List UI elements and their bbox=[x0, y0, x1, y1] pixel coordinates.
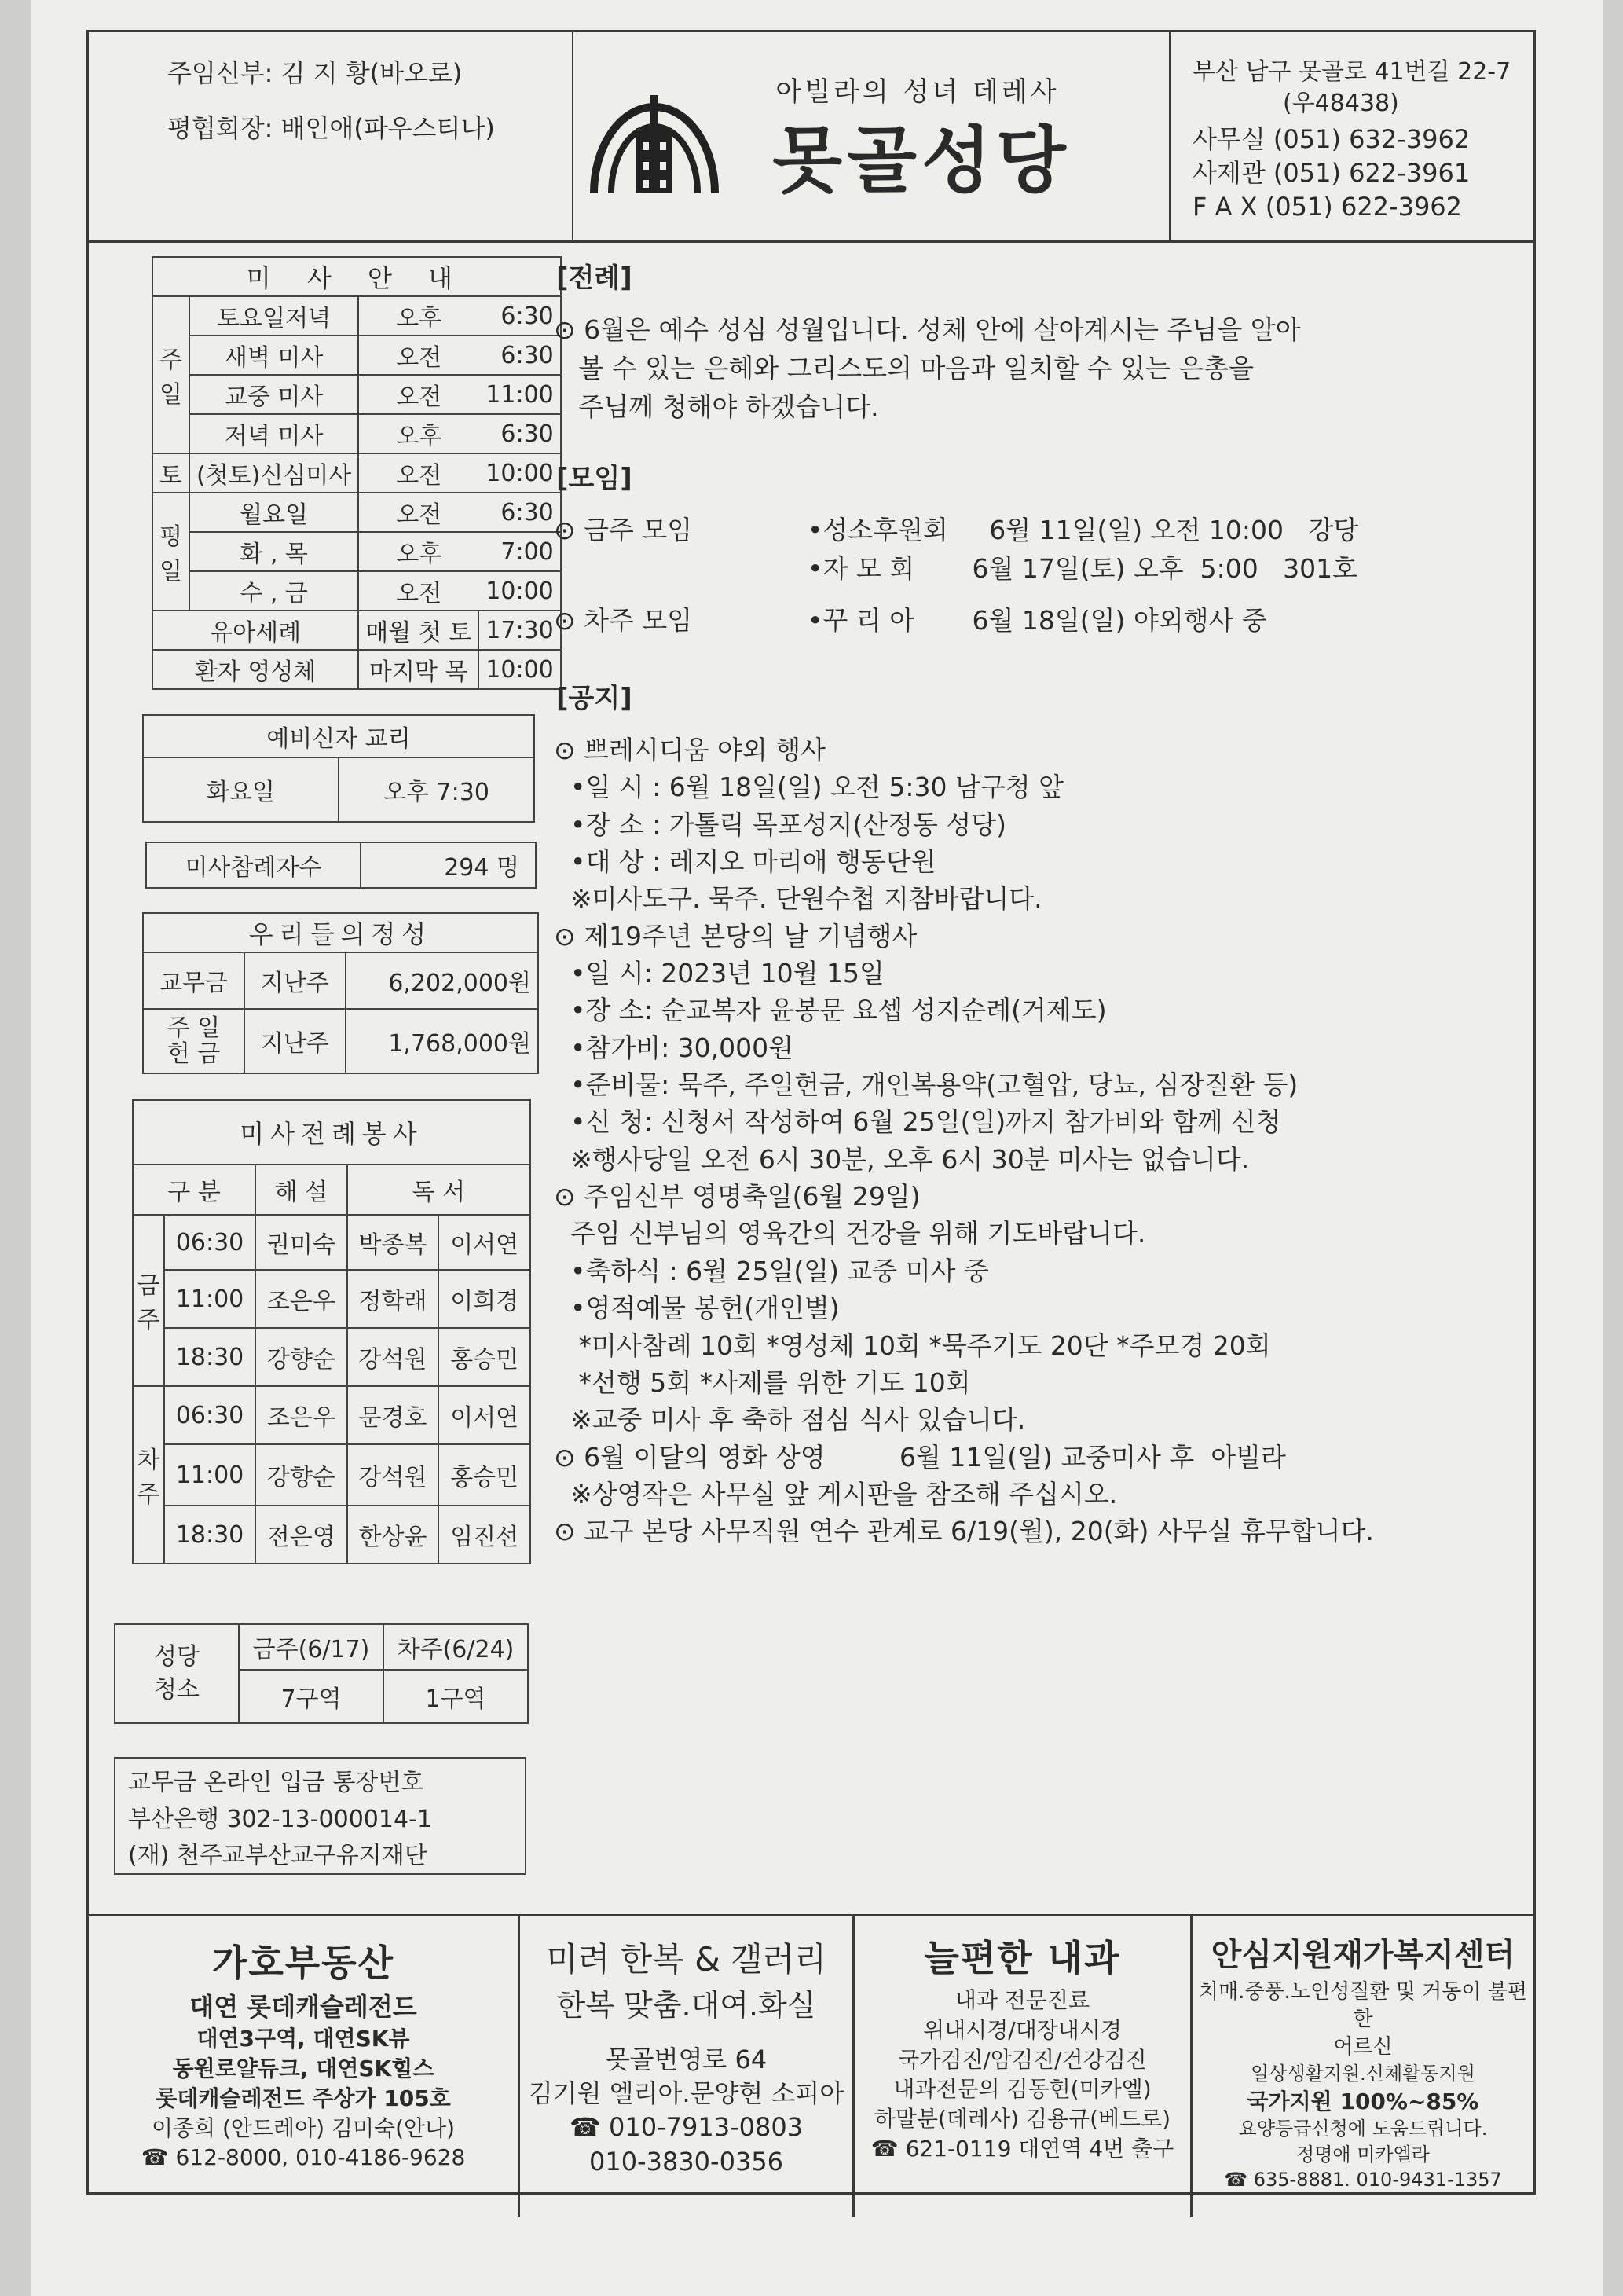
ad-welfare-center bbox=[1190, 1914, 1533, 2217]
mass-time: 11:00 bbox=[478, 375, 560, 414]
account-title: 교무금 온라인 입금 통장번호 bbox=[128, 1769, 424, 1796]
mass-time: 6:30 bbox=[478, 493, 560, 532]
ad-phone: ☎ 635-8881. 010-9431-1357 bbox=[1224, 2169, 1502, 2191]
mass-ampm: 오전 bbox=[358, 375, 478, 414]
ad-phone: 010-3830-0356 bbox=[588, 2146, 784, 2177]
address: 부산 남구 못골로 41번길 22-7 bbox=[1193, 58, 1511, 86]
service-time: 11:00 bbox=[164, 1444, 255, 1506]
ad-line: 한복 맞춤.대여.화실 bbox=[556, 1987, 816, 2023]
mass-ampm: 오후 bbox=[358, 532, 478, 571]
infant-baptism-when: 매월 첫 토 bbox=[358, 611, 478, 650]
ad-line: 못골번영로 64 bbox=[605, 2044, 768, 2074]
cleaning-this-value: 7구역 bbox=[239, 1670, 383, 1723]
service-commentary: 강향순 bbox=[255, 1444, 347, 1506]
attendance-label: 미사참례자수 bbox=[146, 842, 361, 888]
rectory-phone: 사제관 (051) 622-3961 bbox=[1193, 158, 1471, 188]
cleaning-next-value: 1구역 bbox=[383, 1670, 528, 1723]
ad-title: 안심지원재가복지센터 bbox=[1211, 1937, 1515, 1973]
service-header-category: 구 분 bbox=[133, 1165, 255, 1215]
catechumen-table bbox=[142, 714, 535, 823]
ad-line: 위내시경/대장내시경 bbox=[923, 2016, 1122, 2043]
ad-line: 요양등급신청에 도움드립니다. bbox=[1238, 2118, 1488, 2140]
service-reading2: 이서연 bbox=[438, 1386, 530, 1444]
service-time: 06:30 bbox=[164, 1386, 255, 1444]
cleaning-label: 성당 청소 bbox=[115, 1624, 239, 1723]
mass-ampm: 오후 bbox=[358, 414, 478, 453]
next-week-label: 차주 bbox=[133, 1386, 164, 1564]
mass-ampm: 오후 bbox=[358, 296, 478, 336]
service-reading1: 한상윤 bbox=[347, 1506, 439, 1564]
ad-phone: ☎ 010-7913-0803 bbox=[569, 2112, 804, 2143]
mass-ampm: 오전 bbox=[358, 453, 478, 493]
mass-time: 10:00 bbox=[478, 453, 560, 493]
patient-communion-label: 환자 영성체 bbox=[152, 650, 358, 689]
ad-line: 김기원 엘리아.문양현 소피아 bbox=[528, 2078, 844, 2109]
service-commentary: 권미숙 bbox=[255, 1215, 347, 1270]
cleaning-next-head: 차주(6/24) bbox=[383, 1624, 528, 1670]
ad-line: 일상생활지원.신체활동지원 bbox=[1251, 2063, 1475, 2085]
service-header-commentary: 해 설 bbox=[255, 1165, 347, 1215]
meeting-title: [모임] bbox=[556, 463, 632, 494]
ad-real-estate bbox=[89, 1914, 518, 2217]
mass-time: 7:00 bbox=[478, 532, 560, 571]
ad-phone: ☎ 612-8000, 010-4186-9628 bbox=[141, 2144, 466, 2171]
mass-time: 6:30 bbox=[478, 296, 560, 336]
fax-number: F A X (051) 622-3962 bbox=[1193, 192, 1463, 222]
notice-title: [공지] bbox=[556, 683, 632, 714]
this-week-label: 금주 bbox=[133, 1215, 164, 1386]
ad-line: 어르신 bbox=[1333, 2035, 1393, 2059]
ad-line: 동원로얄듀크, 대연SK힐스 bbox=[172, 2055, 434, 2081]
meeting-next-label: ⊙ 차주 모임 bbox=[554, 605, 693, 636]
sunday-label: 주일 bbox=[152, 296, 189, 453]
service-header-reading: 독 서 bbox=[347, 1165, 530, 1215]
ad-line: 국가검진/암검진/건강검진 bbox=[898, 2046, 1147, 2073]
service-commentary: 강향순 bbox=[255, 1328, 347, 1386]
weekday-label: 평일 bbox=[152, 493, 189, 611]
service-time: 18:30 bbox=[164, 1506, 255, 1564]
ad-line: 이종희 (안드레아) 김미숙(안나) bbox=[151, 2114, 456, 2141]
offering-title: 우리들의정성 bbox=[143, 913, 538, 952]
office-phone: 사무실 (051) 632-3962 bbox=[1193, 124, 1471, 154]
mass-time: 10:00 bbox=[478, 571, 560, 611]
liturgy-text: ⊙ 6월은 예수 성심 성월입니다. 성체 안에 살아계시는 주님을 알아 볼 수 있는 은혜와 그리스도의 마음과 일치할 수 있는 은총을 주님께 청해야 하겠습니다. bbox=[554, 314, 1301, 422]
ad-line: 내과 전문진료 bbox=[954, 1987, 1090, 2013]
ad-hanbok bbox=[518, 1914, 852, 2217]
ad-line: 정명애 미카엘라 bbox=[1296, 2143, 1430, 2166]
account-box bbox=[114, 1757, 526, 1875]
notice-text: ⊙ 쁘레시디움 야외 행사 •일 시 : 6월 18일(일) 오전 5:30 남구청 앞 •장 소 : 가톨릭 목포성지(산정동 성당) •대 상 : 레지오 마리애 행동단원 ※미사도구. 묵주. 단원수첩 지참바랍니다. ⊙ 제19주년 본당의 날 기념행사 •일 시: 2023년 10월 15일 •장 소: 순교복자 윤봉문 요셉 성지순례(거제도) •참가비: 30,000원 •준비물: 묵주, 주일헌금, 개인복용약(고혈압, 당뇨, 심장질환 등) •신 청: 신청서 작성하여 6월 25일(일)까지 참가비와 함께 신청 ※행사당일 오전 6시 30분, 오후 6시 30분 미사는 없습니다. ⊙ 주임신부 영명축일(6월 29일) 주임 신부님의 영육간의 건강을 위해 기도바랍니다. •축하식 : 6월 25일(일) 교중 미사 중 •영적예물 봉헌(개인별) *미사참례 10회 *영성체 10회 *묵주기도 20단 *주모경 20회 *선행 5회 *사제를 위한 기도 10회 ※교중 미사 후 축하 점심 식사 있습니다. ⊙ 6월 이달의 영화 상영 6월 11일(일) 교중미사 후 아빌라 ※상영작은 사무실 앞 게시판을 참조해 주십시오. ⊙ 교구 본당 사무직원 연수 관계로 6/19(월), 20(화) 사무실 휴무합니다. bbox=[554, 735, 1374, 1547]
mass-ampm: 오전 bbox=[358, 571, 478, 611]
mass-name: 새벽 미사 bbox=[189, 336, 358, 375]
service-title: 미사전례봉사 bbox=[133, 1100, 530, 1165]
service-commentary: 전은영 bbox=[255, 1506, 347, 1564]
infant-baptism-time: 17:30 bbox=[478, 611, 560, 650]
service-reading2: 이희경 bbox=[438, 1270, 530, 1328]
ad-line: 롯데캐슬레전드 주상가 105호 bbox=[156, 2085, 451, 2111]
meeting-this-items: •성소후원회 6월 11일(일) 오전 10:00 강당 •자 모 회 6월 17일(토) 오후 5:00 301호 bbox=[808, 515, 1359, 584]
offering-period: 지난주 bbox=[244, 952, 346, 1009]
ad-title: 미려 한복 & 갤러리 bbox=[546, 1940, 826, 1979]
patient-communion-time: 10:00 bbox=[478, 650, 560, 689]
saturday-label: 토 bbox=[152, 453, 189, 493]
service-reading1: 정학래 bbox=[347, 1270, 439, 1328]
mass-name: (첫토)신심미사 bbox=[189, 453, 358, 493]
service-commentary: 조은우 bbox=[255, 1270, 347, 1328]
pastor-name: 주임신부: 김 지 황(바오로) bbox=[167, 58, 463, 88]
service-reading2: 홍승민 bbox=[438, 1328, 530, 1386]
service-table bbox=[132, 1099, 531, 1564]
service-reading1: 강석원 bbox=[347, 1444, 439, 1506]
ad-phone: ☎ 621-0119 대연역 4번 출구 bbox=[870, 2135, 1174, 2162]
mass-name: 저녁 미사 bbox=[189, 414, 358, 453]
mass-name: 월요일 bbox=[189, 493, 358, 532]
cleaning-this-head: 금주(6/17) bbox=[239, 1624, 383, 1670]
liturgy-title: [전례] bbox=[556, 262, 632, 294]
ad-title: 늘편한 내과 bbox=[924, 1937, 1121, 1979]
ad-line: 치매.중풍.노인성질환 및 거동이 불편한 bbox=[1198, 1980, 1528, 2032]
logo-title: 못골성당 bbox=[772, 119, 1071, 203]
mass-name: 토요일저녁 bbox=[189, 296, 358, 336]
mass-name: 교중 미사 bbox=[189, 375, 358, 414]
council-president: 평협회장: 배인애(파우스티나) bbox=[167, 113, 495, 143]
service-reading1: 문경호 bbox=[347, 1386, 439, 1444]
catechumen-day: 화요일 bbox=[143, 757, 339, 822]
ad-line: 대연3구역, 대연SK뷰 bbox=[196, 2026, 410, 2052]
service-reading2: 홍승민 bbox=[438, 1444, 530, 1506]
ad-line: 국가지원 100%~85% bbox=[1247, 2088, 1479, 2114]
mass-time: 6:30 bbox=[478, 414, 560, 453]
offering-amount: 1,768,000원 bbox=[346, 1009, 538, 1073]
service-commentary: 조은우 bbox=[255, 1386, 347, 1444]
header-divider-left bbox=[572, 32, 573, 240]
service-time: 06:30 bbox=[164, 1215, 255, 1270]
ad-line: 대연 롯데캐슬레전드 bbox=[189, 1992, 417, 2022]
account-bank: 부산은행 302-13-000014-1 bbox=[128, 1805, 432, 1833]
mass-schedule-title: 미 사 안 내 bbox=[152, 257, 561, 296]
offering-label: 교무금 bbox=[143, 952, 244, 1009]
service-time: 11:00 bbox=[164, 1270, 255, 1328]
service-reading2: 임진선 bbox=[438, 1506, 530, 1564]
patient-communion-when: 마지막 목 bbox=[358, 650, 478, 689]
church-logo-icon bbox=[588, 87, 721, 197]
logo-subtitle: 아빌라의 성녀 데레사 bbox=[775, 76, 1060, 108]
postal-code: (우48438) bbox=[1283, 90, 1399, 117]
mass-ampm: 오전 bbox=[358, 336, 478, 375]
account-holder: (재) 천주교부산교구유지재단 bbox=[128, 1842, 427, 1869]
mass-name: 수 , 금 bbox=[189, 571, 358, 611]
offering-label: 주 일 헌 금 bbox=[143, 1009, 244, 1073]
ad-clinic bbox=[852, 1914, 1190, 2217]
attendance-value: 294 명 bbox=[361, 842, 536, 888]
infant-baptism-label: 유아세례 bbox=[152, 611, 358, 650]
meeting-this-label: ⊙ 금주 모임 bbox=[554, 515, 693, 545]
ad-title: 가호부동산 bbox=[211, 1942, 395, 1984]
meeting-next-items: •꾸 리 아 6월 18일(일) 야외행사 중 bbox=[808, 605, 1267, 636]
offering-table bbox=[142, 912, 539, 1074]
mass-name: 화 , 목 bbox=[189, 532, 358, 571]
service-time: 18:30 bbox=[164, 1328, 255, 1386]
service-reading1: 강석원 bbox=[347, 1328, 439, 1386]
header-bottom-line bbox=[89, 240, 1533, 243]
mass-time: 6:30 bbox=[478, 336, 560, 375]
mass-ampm: 오전 bbox=[358, 493, 478, 532]
bulletin-frame bbox=[86, 30, 1536, 2195]
service-reading2: 이서연 bbox=[438, 1215, 530, 1270]
header-divider-right bbox=[1169, 32, 1171, 240]
offering-period: 지난주 bbox=[244, 1009, 346, 1073]
mass-schedule-table bbox=[152, 256, 562, 690]
service-reading1: 박종복 bbox=[347, 1215, 439, 1270]
ad-line: 내과전문의 김동현(미카엘) bbox=[893, 2076, 1152, 2103]
catechumen-time: 오후 7:30 bbox=[339, 757, 534, 822]
ad-line: 하말분(데레사) 김용규(베드로) bbox=[874, 2106, 1171, 2133]
catechumen-title: 예비신자 교리 bbox=[143, 715, 534, 757]
offering-amount: 6,202,000원 bbox=[346, 952, 538, 1009]
attendance-table bbox=[145, 842, 537, 889]
cleaning-table bbox=[114, 1623, 529, 1724]
